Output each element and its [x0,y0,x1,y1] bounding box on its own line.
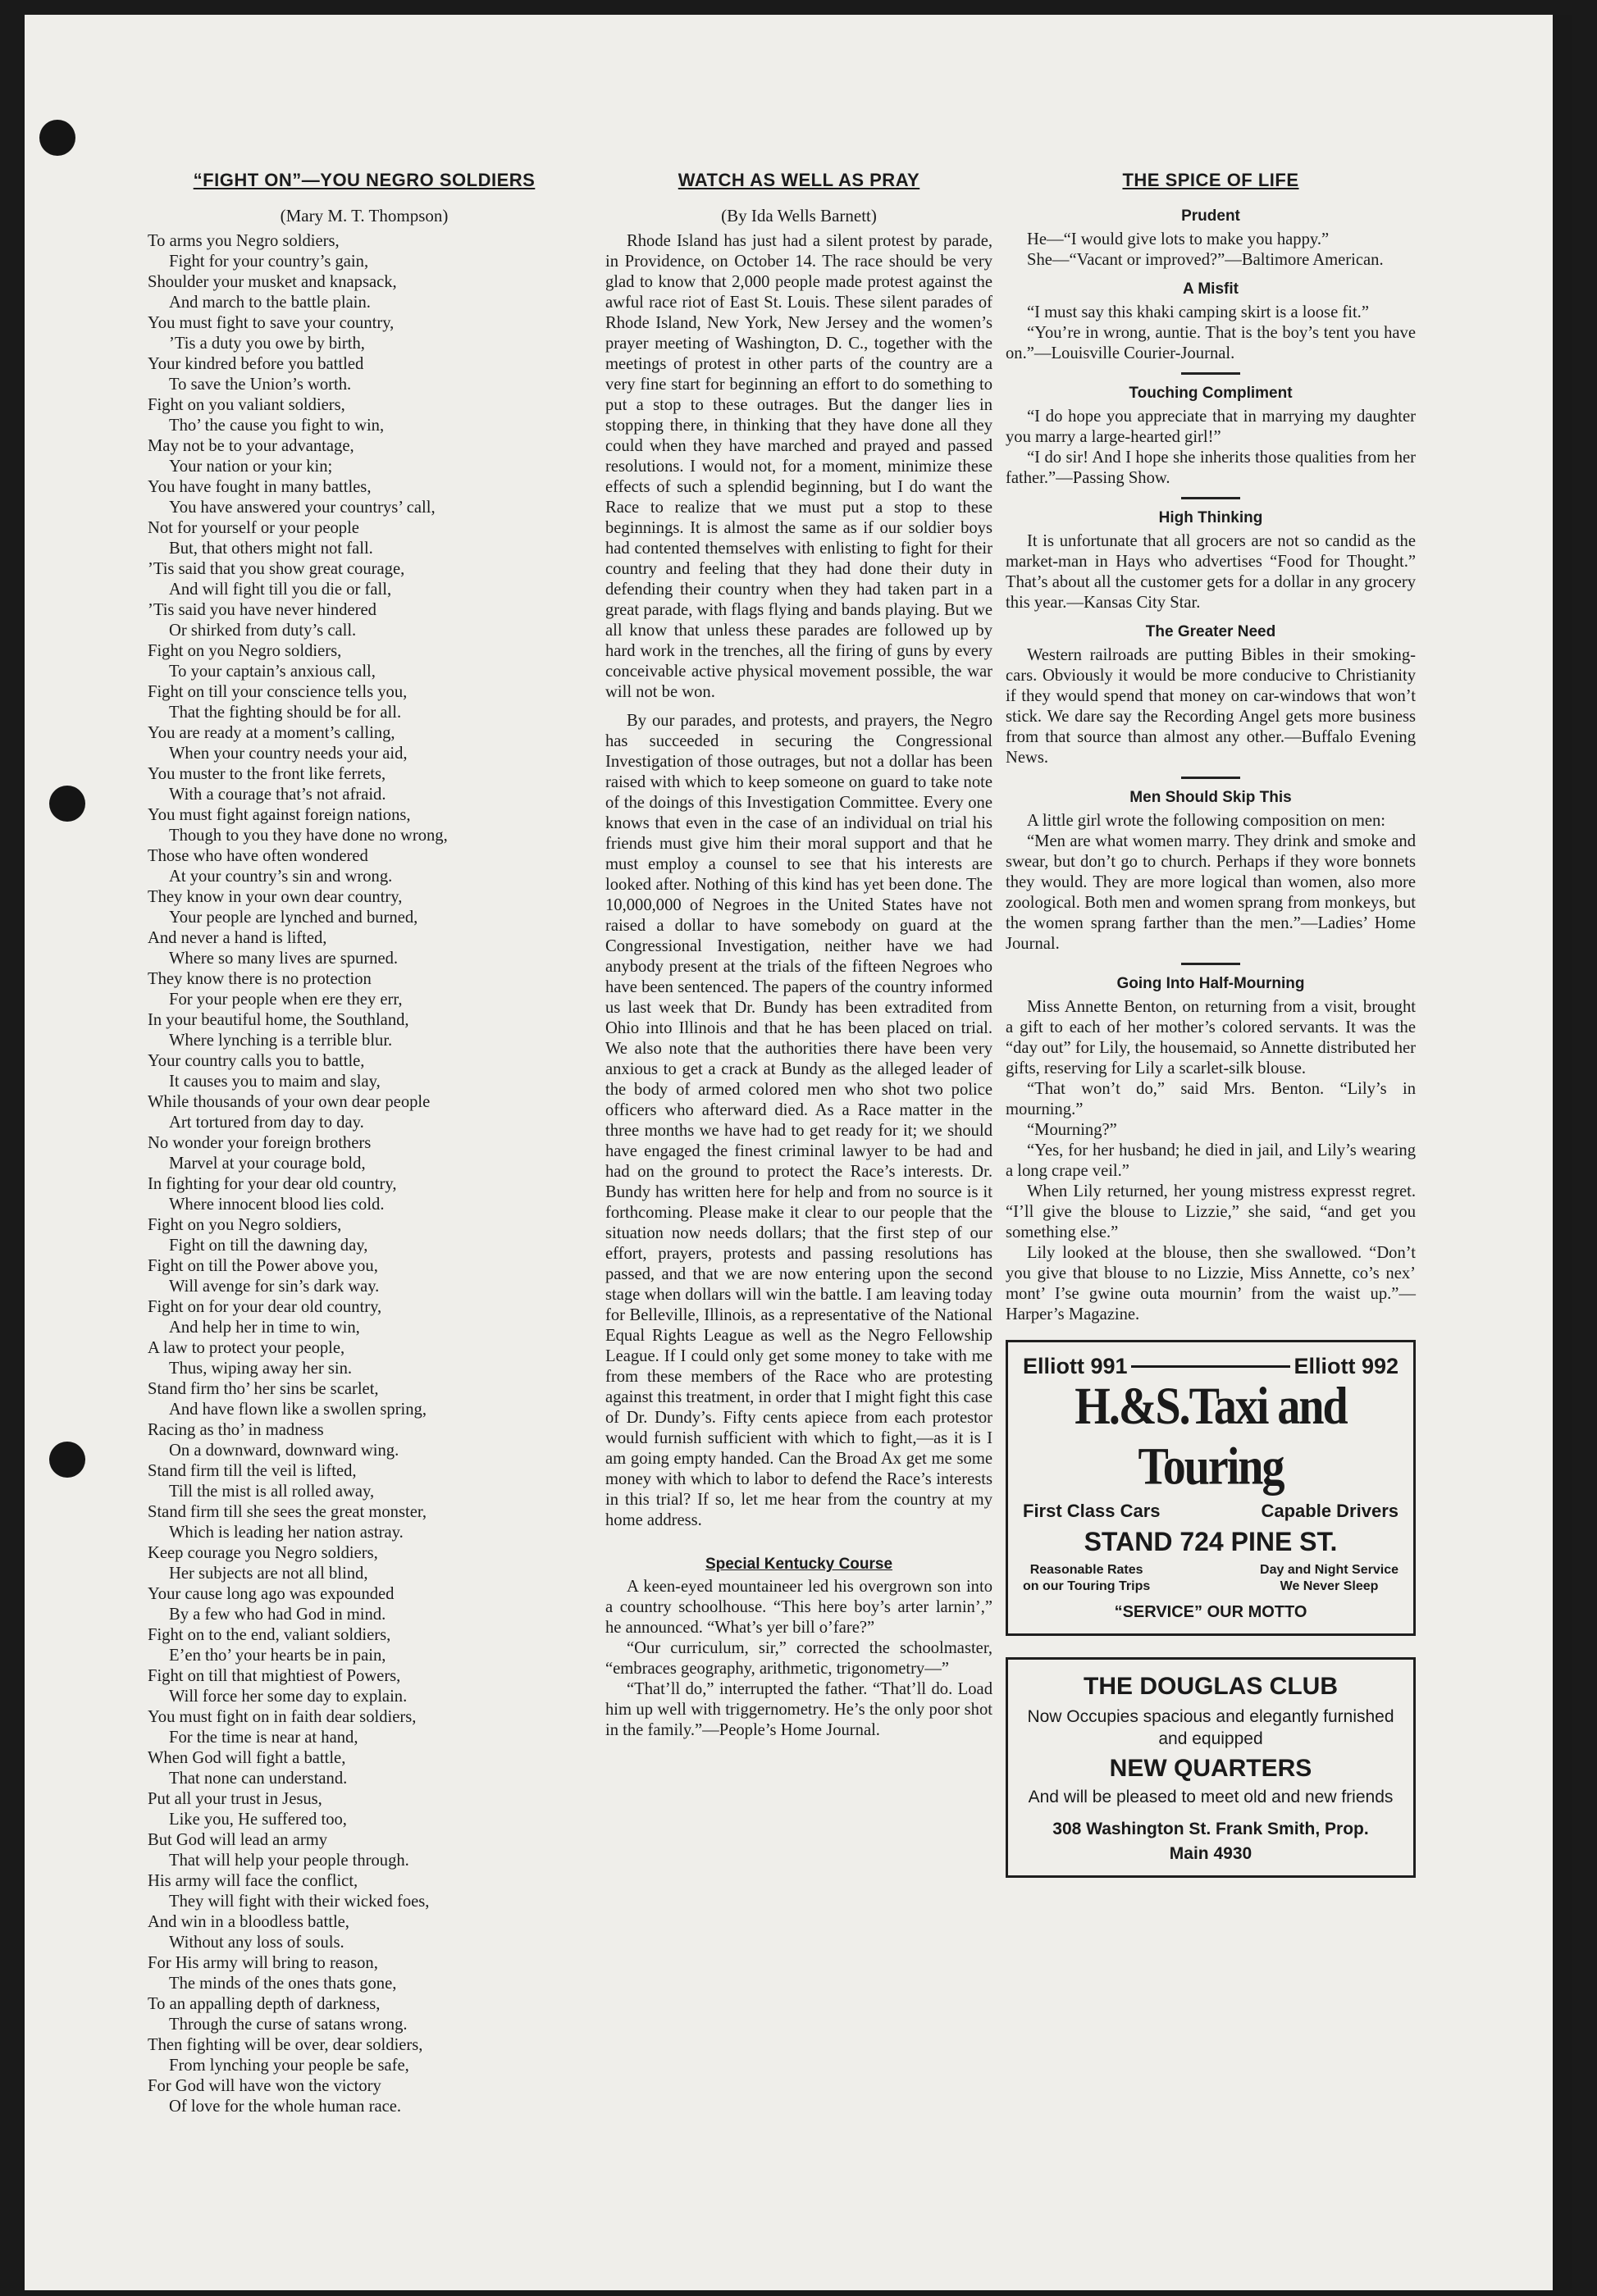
section-rule [1181,497,1240,499]
poem-line: Put all your trust in Jesus, [148,1790,322,1808]
taxi-phone-right: Elliott 992 [1294,1354,1399,1378]
poem-line: Shoulder your musket and knapsack, [148,273,397,291]
poem-line: Will avenge for sin’s dark way. [169,1278,380,1296]
poem-line: But, that others might not fall. [169,540,373,558]
poem-line: That none can understand. [169,1770,348,1788]
poem-line: ’Tis a duty you owe by birth, [169,335,365,353]
page-binding-edge [1553,15,1572,2290]
poem-line: They know there is no protection [148,970,372,988]
poem-line: Fight on you Negro soldiers, [148,1216,342,1234]
poem-line: For your people when ere they err, [169,991,403,1009]
taxi-motto: “SERVICE” OUR MOTTO [1114,1603,1307,1621]
poem-line: Of love for the whole human race. [169,2098,402,2116]
section-rule [1181,963,1240,965]
taxi-tag-drivers: Capable Drivers [1261,1501,1399,1521]
poem-line: And help her in time to win, [169,1319,360,1337]
article-paragraph: Rhode Island has just had a silent protest by parade, in Providence, on October 14. The race should be very glad to know that 2,000 people made protest against the awful race riot of East St. Louis. These silent parades of Rhode Island, New York, New Jersey and the women’s prayer meeting of Washington, D. C., together with the meetings of protest in other parts of the country are a very fine start for beginning an effort to do something to put a stop to these outrages. But the danger lies in stopping there, in thinking that they have done all they could when they have marched and prayed and passed resolutions. I would not, for a moment, minimize these effects of such a splendid beginning, but I do want the Race to realize that we must put a stop to these beginnings. It is almost the same as if our soldier boys had contented themselves with enlisting to fight for their country and feeling that they had done their duty in defending their country when they had taken part in a great parade, with flags flying and bands playing. But we all know that unless these parades are followed up by hard work in the trenches, all the firing of guns by every conceivable active physical movement possible, the war will not be won. [605,232,992,701]
poem-line: And will fight till you die or fall, [169,581,392,599]
spice-paragraph: “Mourning?” [1027,1121,1117,1139]
poem-line: Your people are lynched and burned, [169,909,418,927]
club-name: THE DOUGLAS CLUB [1084,1673,1338,1700]
poem-line: A law to protect your people, [148,1339,345,1357]
kentucky-paragraph: “Our curriculum, sir,” corrected the schoolmaster, “embraces geography, arithmetic, trigonometry—” [605,1639,992,1678]
poem-line: Marvel at your courage bold, [169,1155,366,1173]
spice-paragraph: Western railroads are putting Bibles in their smoking-cars. Obviously it would be more conducive to Christianity if they would spend that money on car-windows that won’t stick. We dare say the Recording Angel gets more business from that source than almost any other.—Buffalo Evening News. [1006,646,1416,767]
spice-item-title: Touching Compliment [1129,385,1293,402]
poem-line: That the fighting should be for all. [169,704,402,722]
poem-line: While thousands of your own dear people [148,1093,431,1111]
poem-line: For God will have won the victory [148,2077,381,2095]
poem-line: Tho’ the cause you fight to win, [169,417,385,435]
poem-line: You are ready at a moment’s calling, [148,724,395,742]
taxi-service: Day and Night Service We Never Sleep [1260,1563,1399,1593]
section-rule [1181,372,1240,375]
kentucky-title: Special Kentucky Course [705,1556,893,1573]
spice-item-title: Prudent [1181,207,1240,225]
spice-item-title: Going Into Half-Mourning [1116,975,1305,992]
poem-line: Fight on till the Power above you, [148,1257,378,1275]
poem-line: Fight on you Negro soldiers, [148,642,342,660]
poem-line: To save the Union’s worth. [169,376,352,394]
spice-paragraph: “Men are what women marry. They drink and smoke and swear, but don’t go to church. Perhaps if they wore bonnets they would. They are more logical than women, also more zoological. Both men and women sprang from monkeys, but the women sprang farther than the men.”—Ladies’ Home Journal. [1006,832,1416,953]
poem-line: Your cause long ago was expounded [148,1585,395,1603]
club-text-1: Now Occupies spacious and elegantly furnished and equipped [1027,1707,1394,1748]
poem-line: When God will fight a battle, [148,1749,346,1767]
poem-line: May not be to your advantage, [148,437,354,455]
poem-line: That will help your people through. [169,1852,409,1870]
poem-line: Through the curse of satans wrong. [169,2016,408,2034]
poem-line: ’Tis said you have never hindered [148,601,376,619]
article-paragraph: By our parades, and protests, and prayers, the Negro has succeeded in securing the Congressional Investigation of those outrages, but not a dollar has been raised with which to keep someone on guard to take note of the doings of this Investigation Committee. Every one knows that even in the case of an individual on trial his friends must give him their moral support and that he must employ a counsel to see that his interests are looked after. Nothing of this kind has yet been done. The 10,000,000 of Negroes in the United States have not raised a dollar to have somebody on guard at the Congressional Investigation, neither have we had anybody present at the trials of the fifteen Negroes who have been sentenced. The papers of the country informed us last week that Dr. Bundy has been extradited from Ohio into Illinois and that he has been placed on trial. We also note that the authorities there have been very anxious to get a crack at Bundy as the alleged leader of the body of armed colored men who shot two police officers who afterward died. As a Race matter in the three months we have had to get ready for it; we should have engaged the finest criminal lawyer to be had and had on the ground to protect the Race’s interests. Dr. Bundy has written here for help and from no source is it forthcoming. Please make it clear to our people that the situation now needs dollars; that the first step of our effort, prayers, protests and passing resolutions has passed, and that we are now entering upon the second stage when dollars will win the battle. I am leaving today for Belleville, Illinois, as a representative of the National Equal Rights League as well as the Negro Fellowship League. If I could only get some money to take with me from these members of the Race who are protesting against this treatment, in order that I might fight this case of Dr. Dundy’s. Fifty cents apiece from each protestor would furnish sufficient with which to fight,—as it is I am going empty handed. Can the Broad Ax get me some money with which to labor to defend the Race’s interests in this trial? If so, let me hear from the country at my home address. [605,712,992,1529]
spice-paragraph: It is unfortunate that all grocers are not so candid as the market-man in Hays who advertises “Food for Thought.” That’s about all the customer gets for a dollar in any grocery this year.—Kansas City Star. [1006,532,1416,612]
poem-line: Where so many lives are spurned. [169,950,399,968]
poem-line: E’en tho’ your hearts be in pain, [169,1647,386,1665]
poem-line: Then fighting will be over, dear soldiers, [148,2036,423,2054]
poem-column [148,158,581,2117]
phone-dash-rule [1131,1365,1291,1368]
poem-line: Fight on for your dear old country, [148,1298,382,1316]
poem-line: Like you, He suffered too, [169,1811,347,1829]
poem-line: From lynching your people be safe, [169,2057,409,2075]
article-body [605,231,992,1531]
poem-line: It causes you to maim and slay, [169,1073,381,1091]
poem-line: Till the mist is all rolled away, [169,1483,375,1501]
poem-body [148,231,581,2117]
club-new-quarters: NEW QUARTERS [1109,1755,1312,1782]
poem-line: Fight on till your conscience tells you, [148,683,408,701]
poem-line: Her subjects are not all blind, [169,1565,368,1583]
punch-hole [49,786,85,822]
poem-line: Your nation or your kin; [169,458,333,476]
poem-line: Stand firm tho’ her sins be scarlet, [148,1380,379,1398]
taxi-phone-left: Elliott 991 [1023,1354,1128,1378]
kentucky-paragraph: A keen-eyed mountaineer led his overgrown son into a country schoolhouse. “This here boy’s arter larnin’,” he announced. “What’s yer bill o’fare?” [605,1578,992,1637]
punch-hole [39,120,75,156]
taxi-rates: Reasonable Rates on our Touring Trips [1023,1563,1151,1593]
poem-line: Though to you they have done no wrong, [169,827,448,845]
spice-paragraph: “You’re in wrong, auntie. That is the boy’s tent you have on.”—Louisville Courier-Journal. [1006,324,1416,362]
club-advertisement [1006,1657,1416,1878]
poem-line: Without any loss of souls. [169,1934,344,1952]
poem-line: Fight on till that mightiest of Powers, [148,1667,401,1685]
taxi-address: STAND 724 PINE ST. [1084,1527,1338,1556]
poem-line: And march to the battle plain. [169,294,371,312]
kentucky-paragraph: “That’ll do,” interrupted the father. “That’ll do. Load him up well with triggernometry. He’s the only poor shot in the family.”—People’s Home Journal. [605,1680,992,1739]
spice-paragraph: She—“Vacant or improved?”—Baltimore American. [1027,251,1384,269]
poem-line: Or shirked from duty’s call. [169,622,357,640]
club-text-2: And will be pleased to meet old and new friends [1028,1788,1394,1806]
poem-line: With a courage that’s not afraid. [169,786,386,804]
poem-line: In fighting for your dear old country, [148,1175,397,1193]
poem-line: Art tortured from day to day. [169,1114,364,1132]
poem-line: Where innocent blood lies cold. [169,1196,385,1214]
spice-paragraph: “I do hope you appreciate that in marrying my daughter you marry a large-hearted girl!” [1006,408,1416,446]
poem-line: Which is leading her nation astray. [169,1524,404,1542]
spice-paragraph: Miss Annette Benton, on returning from a visit, brought a gift to each of her mother’s colored servants. It was the “day out” for Lily, the housemaid, so Annette distributed her gifts, reserving for Lily a scarlet-silk blouse. [1006,998,1416,1077]
article-column [605,158,992,1741]
poem-line: The minds of the ones thats gone, [169,1975,397,1993]
spice-paragraph: A little girl wrote the following composition on men: [1027,812,1385,830]
poem-line: At your country’s sin and wrong. [169,868,393,886]
poem-line: Those who have often wondered [148,847,368,865]
spice-paragraph: “I must say this khaki camping skirt is a loose fit.” [1027,303,1369,321]
poem-line: Where lynching is a terrible blur. [169,1032,393,1050]
spice-paragraph: Lily looked at the blouse, then she swallowed. “Don’t you give that blouse to no Lizzie, Miss Annette, co’s nex’ mont’ I’se gwine outa mournin’ from the waist up.”—Harper’s Magazine. [1006,1244,1416,1323]
poem-line: Racing as tho’ in madness [148,1421,324,1439]
spice-paragraph: When Lily returned, her young mistress expresst regret. “I’ll give the blouse to Lizzie,” she said, “and get you something else.” [1006,1182,1416,1241]
poem-line: ’Tis said that you show great courage, [148,560,405,578]
taxi-advertisement [1006,1340,1416,1636]
poem-line: Stand firm till the veil is lifted, [148,1462,357,1480]
kentucky-body [605,1577,992,1741]
spice-item-title: Men Should Skip This [1129,789,1292,806]
poem-line: You must fight to save your country, [148,314,395,332]
poem-line: When your country needs your aid, [169,745,408,763]
poem-line: You must fight on in faith dear soldiers, [148,1708,417,1726]
article-author: (By Ida Wells Barnett) [721,206,877,226]
poem-line: You have fought in many battles, [148,478,372,496]
section-rule [1181,777,1240,779]
poem-line: Not for yourself or your people [148,519,359,537]
spice-paragraph: “I do sir! And I hope she inherits those qualities from her father.”—Passing Show. [1006,449,1416,487]
poem-line: No wonder your foreign brothers [148,1134,372,1152]
spice-body [1006,206,1416,1325]
poem-line: To your captain’s anxious call, [169,663,376,681]
poem-line: But God will lead an army [148,1831,328,1849]
poem-line: To an appalling depth of darkness, [148,1995,381,2013]
taxi-company-name: H.&S.Taxi and Touring [1075,1377,1347,1496]
poem-line: You muster to the front like ferrets, [148,765,386,783]
punch-hole [49,1442,85,1478]
poem-line: To arms you Negro soldiers, [148,232,340,250]
poem-line: And never a hand is lifted, [148,929,327,947]
poem-line: For His army will bring to reason, [148,1954,378,1972]
poem-line: Fight for your country’s gain, [169,253,369,271]
poem-line: Will force her some day to explain. [169,1688,408,1706]
poem-line: In your beautiful home, the Southland, [148,1011,409,1029]
poem-line: Your kindred before you battled [148,355,364,373]
spice-item-title: High Thinking [1158,509,1263,526]
poem-line: For the time is near at hand, [169,1729,358,1747]
spice-title: THE SPICE OF LIFE [1122,170,1299,190]
poem-line: On a downward, downward wing. [169,1442,399,1460]
poem-line: They will fight with their wicked foes, [169,1893,430,1911]
poem-line: Keep courage you Negro soldiers, [148,1544,378,1562]
poem-line: And have flown like a swollen spring, [169,1401,427,1419]
poem-line: Thus, wiping away her sin. [169,1360,353,1378]
poem-line: Stand firm till she sees the great monster, [148,1503,427,1521]
poem-line: You must fight against foreign nations, [148,806,411,824]
poem-author: (Mary M. T. Thompson) [280,206,449,226]
poem-line: By a few who had God in mind. [169,1606,386,1624]
poem-line: They know in your own dear country, [148,888,403,906]
poem-line: You have answered your countrys’ call, [169,499,436,517]
article-title: WATCH AS WELL AS PRAY [678,170,920,190]
spice-paragraph: He—“I would give lots to make you happy.” [1027,230,1330,248]
spice-column [1006,158,1416,1878]
newspaper-page [25,15,1572,2290]
poem-line: Fight on till the dawning day, [169,1237,368,1255]
spice-paragraph: “Yes, for her husband; he died in jail, and Lily’s wearing a long crape veil.” [1006,1141,1416,1180]
poem-line: His army will face the conflict, [148,1872,358,1890]
spice-item-title: A Misfit [1183,280,1239,298]
spice-item-title: The Greater Need [1145,623,1276,640]
spice-paragraph: “That won’t do,” said Mrs. Benton. “Lily’s in mourning.” [1006,1080,1416,1118]
poem-line: Fight on to the end, valiant soldiers, [148,1626,391,1644]
poem-line: And win in a bloodless battle, [148,1913,349,1931]
poem-title: “FIGHT ON”—YOU NEGRO SOLDIERS [193,170,536,190]
club-address: 308 Washington St. Frank Smith, Prop. [1052,1820,1369,1838]
poem-line: Your country calls you to battle, [148,1052,365,1070]
club-phone: Main 4930 [1169,1844,1253,1863]
poem-line: Fight on you valiant soldiers, [148,396,345,414]
taxi-tag-cars: First Class Cars [1023,1501,1161,1521]
